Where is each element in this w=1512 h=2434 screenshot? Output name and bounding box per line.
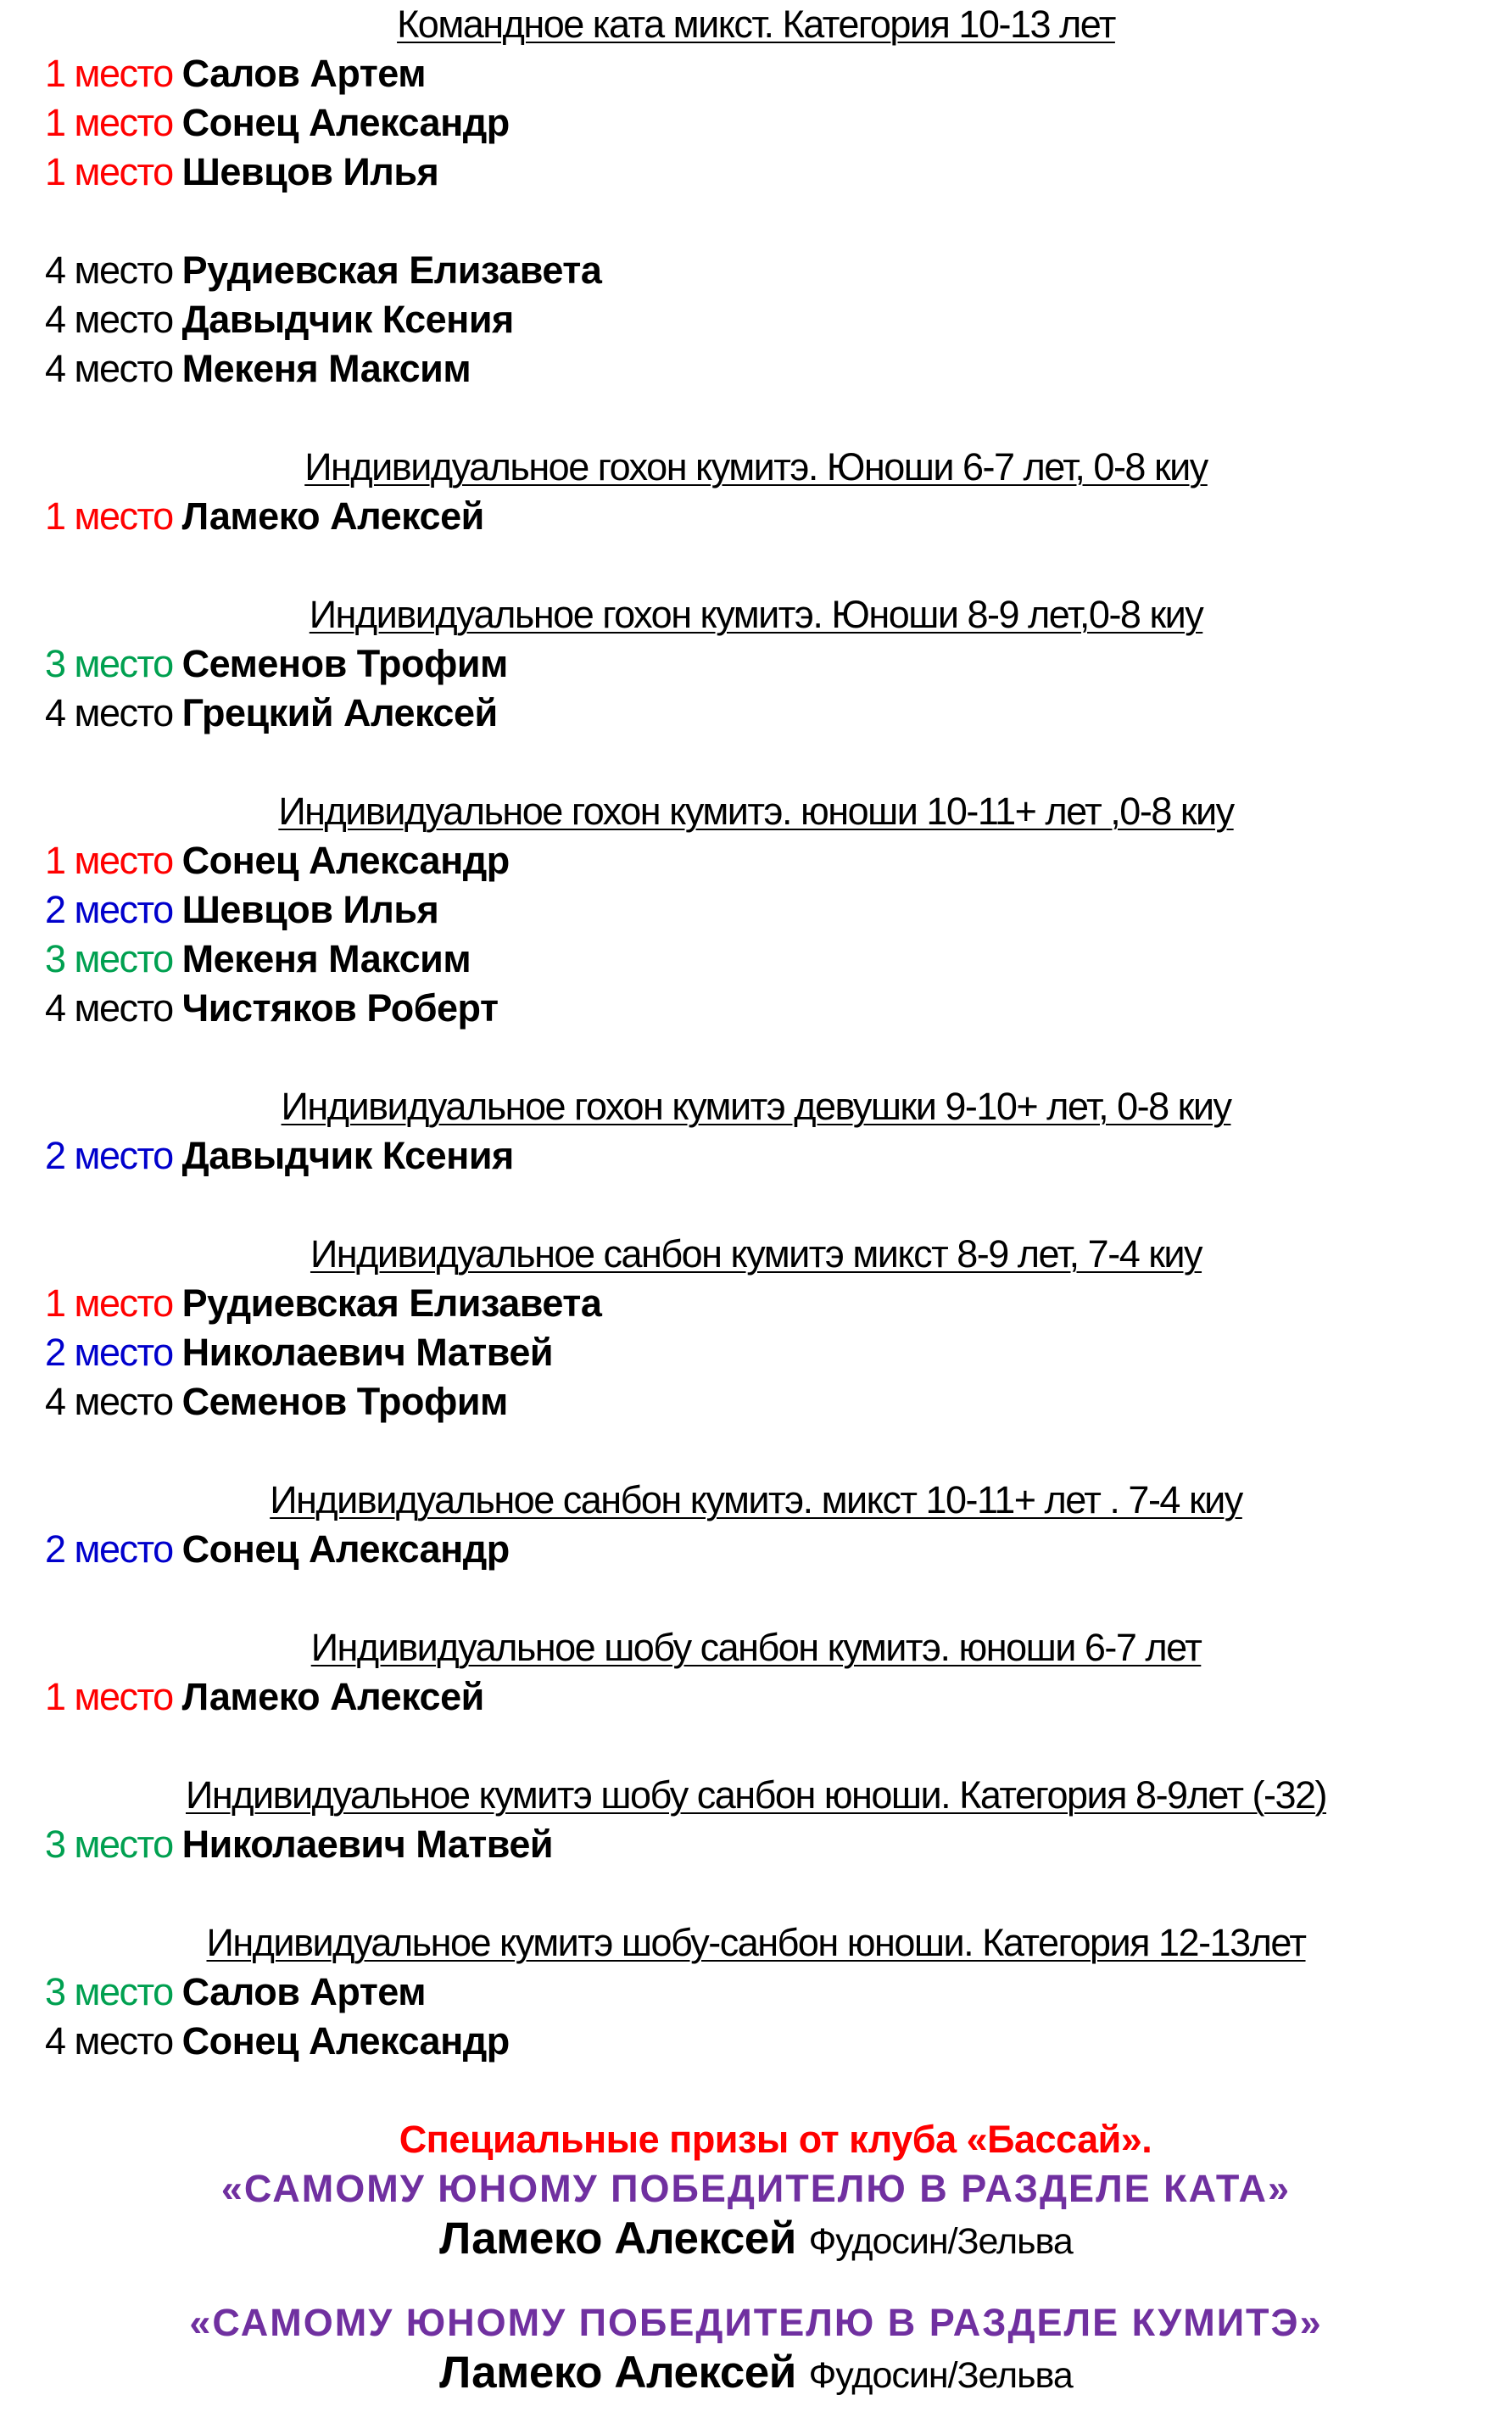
place-label: 2 место	[45, 1527, 173, 1571]
place-label: 4 место	[45, 2019, 173, 2063]
results-section	[0, 1722, 1512, 1869]
section-heading-text: Индивидуальное кумитэ шобу санбон юноши. Категория 8-9лет (-32)	[186, 1773, 1326, 1817]
section-heading	[0, 1476, 1512, 1525]
athlete-name: Салов Артем	[181, 1970, 427, 2013]
place-label: 4 место	[45, 347, 173, 390]
place-label: 1 место	[45, 101, 173, 144]
place-label: 1 место	[45, 494, 173, 538]
section-heading-text: Индивидуальное санбон кумитэ. микст 10-11+ лет . 7-4 киу	[270, 1478, 1242, 1521]
result-row	[0, 148, 1512, 197]
section-heading	[0, 590, 1512, 639]
place-label: 1 место	[45, 839, 173, 882]
results-section	[0, 1869, 1512, 2066]
place-label: 4 место	[45, 1380, 173, 1423]
section-heading	[0, 1230, 1512, 1279]
athlete-name: Давыдчик Ксения	[181, 298, 514, 341]
result-row	[0, 1377, 1512, 1426]
athlete-name: Рудиевская Елизавета	[181, 248, 602, 292]
athlete-name: Семенов Трофим	[181, 642, 508, 685]
place-label: 4 место	[45, 986, 173, 1030]
section-heading-text: Индивидуальное гохон кумитэ. Юноши 6-7 лет, 0-8 киу	[304, 445, 1208, 488]
section-heading-text: Индивидуальное гохон кумитэ. Юноши 8-9 лет,0-8 киу	[309, 593, 1203, 636]
spacer	[0, 1869, 1512, 1918]
special-prizes-title: Специальные призы от клуба «Бассай».	[399, 2118, 1152, 2161]
section-heading-text: Индивидуальное гохон кумитэ. юноши 10-11+ лет ,0-8 киу	[278, 790, 1234, 833]
result-row	[0, 492, 1512, 541]
section-heading-text: Индивидуальное санбон кумитэ микст 8-9 лет, 7-4 киу	[310, 1232, 1202, 1276]
athlete-name: Давыдчик Ксения	[181, 1134, 514, 1177]
results-section	[0, 394, 1512, 541]
result-row	[0, 1672, 1512, 1722]
place-label: 2 место	[45, 888, 173, 931]
spacer	[0, 2264, 1512, 2298]
athlete-name: Шевцов Илья	[181, 150, 439, 193]
place-label: 3 место	[45, 642, 173, 685]
result-row	[0, 295, 1512, 344]
result-row	[0, 836, 1512, 885]
spacer	[0, 1033, 1512, 1082]
special-prizes	[0, 2115, 1512, 2398]
place-label: 1 место	[45, 150, 173, 193]
place-label: 1 место	[45, 1281, 173, 1325]
athlete-name: Чистяков Роберт	[181, 986, 499, 1030]
result-row	[0, 885, 1512, 935]
athlete-name: Сонец Александр	[181, 1527, 510, 1571]
athlete-name: Мекеня Максим	[181, 347, 471, 390]
award-winner-coach: Фудосин/Зельва	[808, 2355, 1073, 2396]
result-row	[0, 49, 1512, 98]
award-title-kumite: «САМОМУ ЮНОМУ ПОБЕДИТЕЛЮ В РАЗДЕЛЕ КУМИТЭ»	[189, 2301, 1323, 2344]
spacer	[0, 738, 1512, 787]
place-label: 4 место	[45, 298, 173, 341]
spacer	[0, 1722, 1512, 1771]
results-section	[0, 0, 1512, 394]
place-label: 1 место	[45, 1675, 173, 1718]
place-label: 3 место	[45, 937, 173, 980]
award-title-kata: «САМОМУ ЮНОМУ ПОБЕДИТЕЛЮ В РАЗДЕЛЕ КАТА»	[220, 2167, 1292, 2210]
athlete-name: Ламеко Алексей	[181, 1675, 484, 1718]
results-section	[0, 1033, 1512, 1181]
results-section	[0, 1181, 1512, 1426]
section-heading	[0, 443, 1512, 492]
spacer	[0, 394, 1512, 443]
result-row	[0, 1131, 1512, 1181]
section-heading-text: Индивидуальное гохон кумитэ девушки 9-10+ лет, 0-8 киу	[281, 1085, 1231, 1128]
athlete-name: Николаевич Матвей	[181, 1331, 554, 1374]
section-heading-text: Индивидуальное кумитэ шобу-санбон юноши. Категория 12-13лет	[206, 1921, 1306, 1964]
athlete-name: Грецкий Алексей	[181, 691, 498, 734]
award-winner-kata	[0, 2213, 1512, 2264]
spacer	[0, 1181, 1512, 1230]
award-winner-kumite	[0, 2347, 1512, 2398]
athlete-name: Мекеня Максим	[181, 937, 471, 980]
section-heading	[0, 787, 1512, 836]
section-heading	[0, 1082, 1512, 1131]
award-winner-name: Ламеко Алексей	[439, 2347, 796, 2398]
spacer	[0, 2066, 1512, 2115]
place-label: 4 место	[45, 691, 173, 734]
spacer	[0, 1574, 1512, 1623]
section-heading	[0, 1918, 1512, 1968]
athlete-name: Сонец Александр	[181, 839, 510, 882]
place-label: 3 место	[45, 1970, 173, 2013]
section-heading	[0, 1771, 1512, 1820]
place-label: 4 место	[45, 248, 173, 292]
place-label: 1 место	[45, 52, 173, 95]
result-row	[0, 689, 1512, 738]
athlete-name: Ламеко Алексей	[181, 494, 484, 538]
spacer	[0, 1426, 1512, 1476]
result-row	[0, 1279, 1512, 1328]
place-label: 3 место	[45, 1823, 173, 1866]
award-winner-coach: Фудосин/Зельва	[808, 2221, 1073, 2262]
results-section	[0, 1426, 1512, 1574]
result-row	[0, 935, 1512, 984]
result-row	[0, 984, 1512, 1033]
result-row	[0, 1525, 1512, 1574]
athlete-name: Сонец Александр	[181, 101, 510, 144]
spacer	[0, 541, 1512, 590]
result-row	[0, 639, 1512, 689]
place-label: 2 место	[45, 1331, 173, 1374]
section-heading-text: Командное ката микст. Категория 10-13 лет	[397, 3, 1115, 46]
athlete-name: Шевцов Илья	[181, 888, 439, 931]
section-heading	[0, 0, 1512, 49]
athlete-name: Семенов Трофим	[181, 1380, 508, 1423]
award-winner-name: Ламеко Алексей	[439, 2213, 796, 2264]
result-row	[0, 344, 1512, 394]
result-row	[0, 1968, 1512, 2017]
result-row	[0, 98, 1512, 148]
result-row	[0, 246, 1512, 295]
section-heading-text: Индивидуальное шобу санбон кумитэ. юноши 6-7 лет	[310, 1626, 1202, 1669]
result-row	[0, 1820, 1512, 1869]
section-heading	[0, 1623, 1512, 1672]
athlete-name: Салов Артем	[181, 52, 427, 95]
athlete-name: Николаевич Матвей	[181, 1823, 554, 1866]
results-section	[0, 1574, 1512, 1722]
result-row	[0, 1328, 1512, 1377]
result-row	[0, 2017, 1512, 2066]
results-section	[0, 541, 1512, 738]
athlete-name: Рудиевская Елизавета	[181, 1281, 602, 1325]
athlete-name: Сонец Александр	[181, 2019, 510, 2063]
place-label: 2 место	[45, 1134, 173, 1177]
spacer	[0, 197, 1512, 246]
results-section	[0, 738, 1512, 1033]
